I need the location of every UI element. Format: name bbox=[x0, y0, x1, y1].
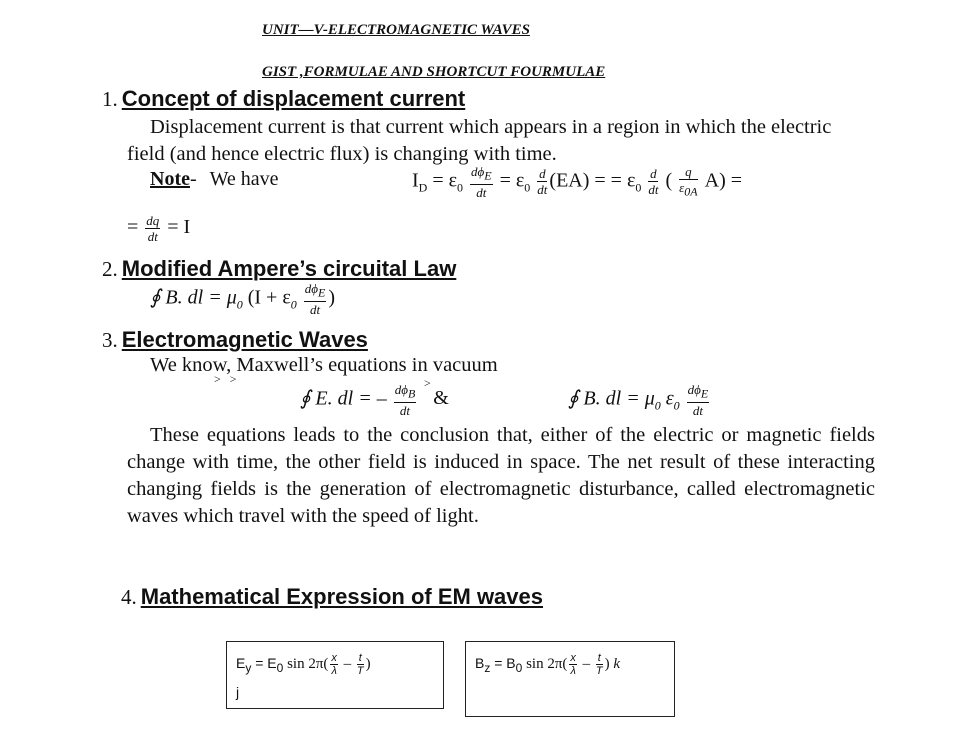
frac-num: dϕ bbox=[304, 281, 318, 296]
eq-part: = ε bbox=[499, 169, 525, 192]
eq-part: ( bbox=[660, 169, 673, 192]
eq-sub-zero: 0 bbox=[635, 180, 642, 195]
fraction-dphi-dt bbox=[394, 382, 417, 418]
frac-num-sub: E bbox=[317, 285, 326, 300]
eq-sub-zero: 0 bbox=[654, 398, 661, 413]
frac-num-sub: E bbox=[484, 168, 492, 183]
eq-sub: y bbox=[245, 661, 252, 675]
gist-title: GIST ,FORMULAE AND SHORTCUT FOURMULAE bbox=[262, 64, 606, 80]
eq-sub: 0 bbox=[276, 661, 284, 675]
frac-den: dt bbox=[399, 402, 411, 418]
frac-den: dt bbox=[648, 182, 659, 198]
fraction-d-dt bbox=[537, 166, 547, 197]
frac-num: x bbox=[331, 652, 337, 664]
fraction-x-lambda bbox=[330, 652, 338, 677]
displacement-current-equation bbox=[412, 164, 742, 200]
frac-num: dϕ bbox=[394, 382, 408, 397]
frac-den: λ bbox=[331, 665, 337, 677]
fraction-dphi-dt bbox=[470, 164, 493, 200]
unit-vector-j: j bbox=[236, 684, 240, 700]
frac-den: dt bbox=[147, 229, 158, 244]
eq-part: ∮ B. dl = μ bbox=[150, 286, 237, 309]
ampere-maxwell-equation bbox=[150, 281, 335, 317]
fraction-x-lambda bbox=[569, 652, 577, 677]
eq-part: A) = bbox=[699, 169, 743, 192]
section-number: 1. bbox=[102, 87, 118, 111]
s3-paragraph: These equations leads to the conclusion that, either of the electric or magnetic fields change with time, the other field is induced in space. The net result of these interacting changing fields is the generation of electromagnetic disturbance, called electromagnetic waves which travel with the speed of light. bbox=[127, 424, 875, 527]
section-number: 3. bbox=[102, 328, 118, 352]
eq-part: = E bbox=[251, 655, 277, 672]
eq-part: sin 2π( bbox=[283, 656, 329, 673]
eq-part: B bbox=[475, 655, 485, 672]
s1-paragraph: Displacement current is that current which appears in a region in which the electric field (and hence electric flux) is changing with time. bbox=[127, 116, 832, 165]
eq-part: = ε bbox=[427, 169, 458, 192]
frac-num: q bbox=[679, 164, 697, 180]
magnetic-field-box bbox=[465, 641, 675, 717]
section-heading: Concept of displacement current bbox=[121, 86, 466, 111]
unit-vector-k: k bbox=[609, 656, 621, 673]
eq-part: ) bbox=[328, 286, 335, 309]
frac-num: dϕ bbox=[687, 382, 701, 397]
fraction-dq-dt bbox=[145, 213, 160, 244]
unit-title: UNIT—V-ELECTROMAGNETIC WAVES bbox=[262, 22, 530, 38]
eq-part: ∮ E. dl = – bbox=[300, 387, 387, 410]
frac-num: t bbox=[597, 652, 601, 664]
section-4-heading-row bbox=[121, 584, 543, 610]
eq-sub: 0 bbox=[515, 661, 523, 675]
frac-num: d bbox=[539, 166, 546, 182]
eq-sub-zero: 0 bbox=[290, 297, 297, 312]
eq-sub-d: D bbox=[418, 180, 428, 195]
note-dash: - bbox=[189, 168, 197, 190]
eq-sub-zero: 0 bbox=[673, 398, 680, 413]
frac-num: d bbox=[650, 166, 657, 182]
s1-note-row bbox=[150, 168, 279, 212]
eq-part: sin 2π( bbox=[522, 656, 568, 673]
fraction-dphi-dt bbox=[304, 281, 327, 317]
eq-part: – bbox=[339, 656, 355, 673]
frac-den-sub: 0A bbox=[684, 184, 698, 199]
eq-part: ) bbox=[604, 656, 610, 673]
eq-part: = bbox=[127, 216, 139, 239]
frac-num-sub: B bbox=[407, 386, 416, 401]
maxwell-intro: We know, Maxwell’s equations in vacuum bbox=[150, 354, 498, 376]
fraction-t-period bbox=[596, 652, 603, 677]
section-heading: Electromagnetic Waves bbox=[121, 327, 368, 352]
frac-num: t bbox=[358, 652, 362, 664]
eq-sub-zero: 0 bbox=[457, 180, 464, 195]
frac-den: λ bbox=[570, 665, 576, 677]
eq-part: ) bbox=[365, 656, 371, 673]
eq-sub-zero: 0 bbox=[524, 180, 531, 195]
note-label: Note bbox=[150, 168, 190, 190]
frac-den: dt bbox=[537, 182, 548, 198]
faraday-equation bbox=[300, 382, 449, 418]
ampersand: & bbox=[433, 387, 449, 410]
we-have-text: We have bbox=[209, 168, 279, 190]
fraction-q-eps bbox=[679, 164, 697, 200]
fraction-d-dt bbox=[648, 166, 658, 197]
ampere-equation bbox=[568, 382, 711, 418]
frac-den: dt bbox=[309, 301, 321, 317]
frac-den: dt bbox=[692, 402, 703, 418]
section-heading: Modified Ampere’s circuital Law bbox=[121, 256, 457, 281]
section-heading: Mathematical Expression of EM waves bbox=[140, 584, 544, 609]
eq-symbol-i: I bbox=[412, 169, 419, 192]
displacement-current-equation-line2 bbox=[127, 213, 190, 244]
vector-arrow: > bbox=[424, 376, 434, 390]
section-number: 4. bbox=[121, 585, 137, 609]
eq-sub-zero: 0 bbox=[236, 297, 243, 312]
eq-sub: z bbox=[484, 661, 491, 675]
frac-den: T bbox=[356, 665, 364, 677]
fraction-t-period bbox=[357, 652, 364, 677]
frac-num: dq bbox=[146, 213, 160, 228]
section-1-heading-row bbox=[102, 86, 465, 112]
section-3-heading-row bbox=[102, 327, 368, 353]
frac-num: dϕ bbox=[471, 164, 485, 179]
section-number: 2. bbox=[102, 257, 118, 281]
fraction-dphi-dt bbox=[687, 382, 710, 418]
frac-den: ε bbox=[679, 180, 685, 195]
frac-den: dt bbox=[476, 184, 487, 200]
frac-num-sub: E bbox=[700, 386, 709, 401]
eq-part: = B bbox=[490, 655, 516, 672]
eq-part: = I bbox=[162, 216, 191, 239]
eq-part: ε bbox=[660, 387, 674, 410]
eq-part: E bbox=[236, 655, 246, 672]
section-2-heading-row bbox=[102, 256, 456, 282]
electric-field-equation bbox=[236, 652, 371, 677]
vector-arrows: > > bbox=[214, 372, 240, 386]
frac-den: T bbox=[595, 665, 603, 677]
frac-num: x bbox=[570, 652, 576, 664]
eq-part: ∮ B. dl = μ bbox=[568, 387, 655, 410]
eq-part: (I + ε bbox=[242, 286, 291, 309]
magnetic-field-equation bbox=[475, 652, 620, 677]
electric-field-box bbox=[226, 641, 444, 709]
eq-part: (EA) = = ε bbox=[549, 169, 636, 192]
eq-part: – bbox=[578, 656, 594, 673]
